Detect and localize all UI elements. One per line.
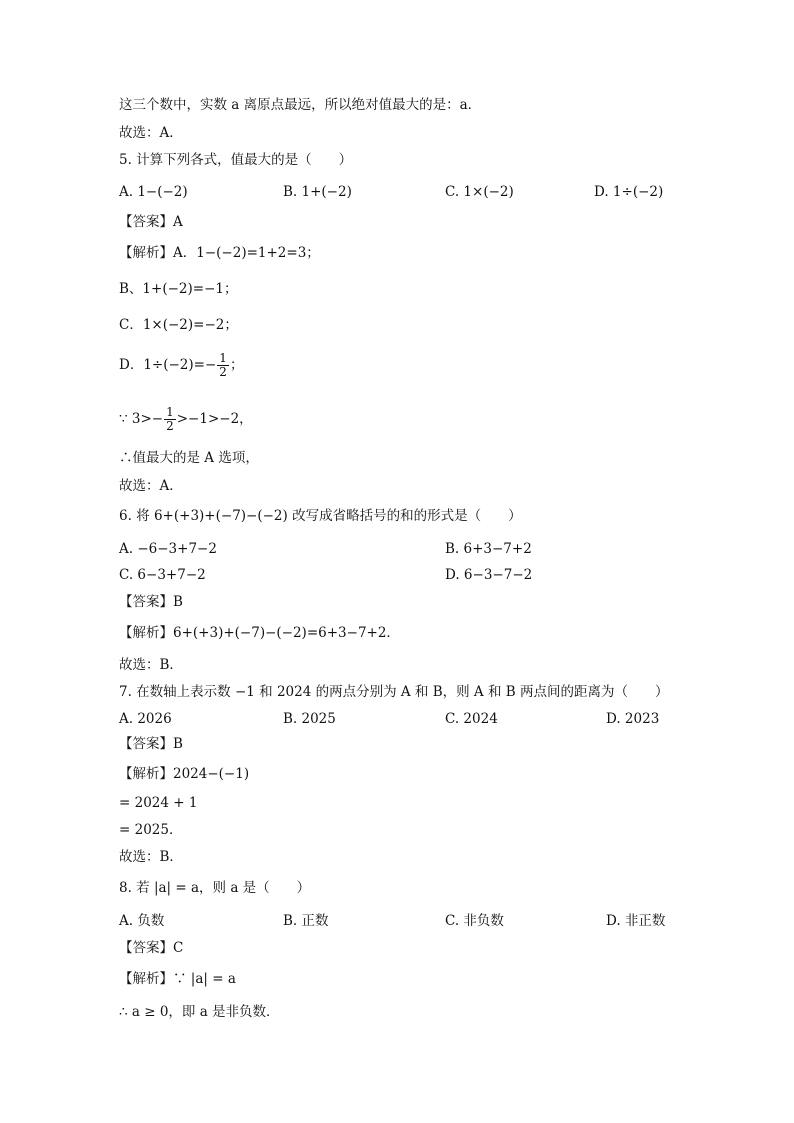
q8-option-c: C. 非负数 [445, 913, 504, 929]
selection-line: 故选：A． [119, 125, 183, 141]
q6-selection: 故选：B． [119, 657, 183, 673]
q8-explanation-step1: 【解析】∵ |a| = a [119, 971, 236, 987]
q5-explanation-b: B、1+(−2)=−1； [119, 281, 238, 297]
q5-conclusion: ∴值最大的是 A 选项， [119, 450, 259, 466]
question-5: 5. 计算下列各式，值最大的是（ ） [119, 152, 353, 168]
q8-option-d: D. 非正数 [606, 913, 666, 929]
text-line: 这三个数中，实数 a 离原点最远，所以绝对值最大的是：a． [119, 97, 482, 113]
q6-option-a: A. −6−3+7−2 [119, 541, 217, 557]
q6-answer: 【答案】B [119, 594, 183, 610]
q5-comparison-prefix: ∵ 3>− [119, 411, 164, 427]
q5-explanation-d [119, 352, 243, 379]
q5-option-c: C. 1×(−2) [445, 184, 514, 200]
fraction [164, 406, 176, 433]
q6-option-b: B. 6+3−7+2 [445, 541, 532, 557]
q7-answer: 【答案】B [119, 736, 183, 752]
q8-answer: 【答案】C [119, 940, 184, 956]
q5-option-a: A. 1−(−2) [119, 184, 188, 200]
question-7: 7. 在数轴上表示数 −1 和 2024 的两点分别为 A 和 B，则 A 和 B 两点间的距离为（ ） [119, 684, 669, 700]
q7-option-d: D. 2023 [606, 711, 660, 727]
q6-explanation: 【解析】6+(+3)+(−7)−(−2)=6+3−7+2． [119, 625, 400, 641]
q6-option-d: D. 6−3−7−2 [445, 567, 533, 583]
fraction-numerator: 1 [166, 405, 174, 419]
q8-option-a: A. 负数 [119, 913, 165, 929]
q5-comparison-suffix: >−1>−2， [176, 411, 253, 427]
q5-explanation-d-suffix: ； [229, 357, 244, 373]
q5-explanation-a: 【解析】A．1−(−2)=1+2=3； [119, 245, 320, 261]
q5-option-b: B. 1+(−2) [283, 184, 352, 200]
q7-explanation-step1: 【解析】2024−(−1) [119, 766, 250, 782]
q8-option-b: B. 正数 [283, 913, 329, 929]
q5-explanation-c: C．1×(−2)=−2； [119, 317, 238, 333]
fraction [217, 352, 229, 379]
q5-explanation-d-prefix: D．1÷(−2)=− [119, 357, 217, 373]
q7-option-a: A. 2026 [119, 711, 172, 727]
fraction-denominator: 2 [166, 419, 174, 433]
q5-selection: 故选：A． [119, 478, 183, 494]
q8-explanation-step2: ∴ a ≥ 0，即 a 是非负数． [119, 1004, 280, 1020]
q7-selection: 故选：B． [119, 849, 183, 865]
q7-option-c: C. 2024 [445, 711, 498, 727]
fraction-numerator: 1 [219, 351, 227, 365]
question-6: 6. 将 6+(+3)+(−7)−(−2) 改写成省略括号的和的形式是（ ） [119, 508, 522, 524]
q7-option-b: B. 2025 [283, 711, 336, 727]
q5-comparison [119, 406, 253, 433]
question-8: 8. 若 |a| = a，则 a 是（ ） [119, 880, 311, 896]
q6-option-c: C. 6−3+7−2 [119, 567, 206, 583]
q7-explanation-step2: = 2024 + 1 [119, 795, 198, 811]
fraction-denominator: 2 [219, 365, 227, 379]
q7-explanation-step3: = 2025． [119, 822, 183, 838]
q5-answer: 【答案】A [119, 214, 183, 230]
q5-option-d: D. 1÷(−2) [594, 184, 664, 200]
